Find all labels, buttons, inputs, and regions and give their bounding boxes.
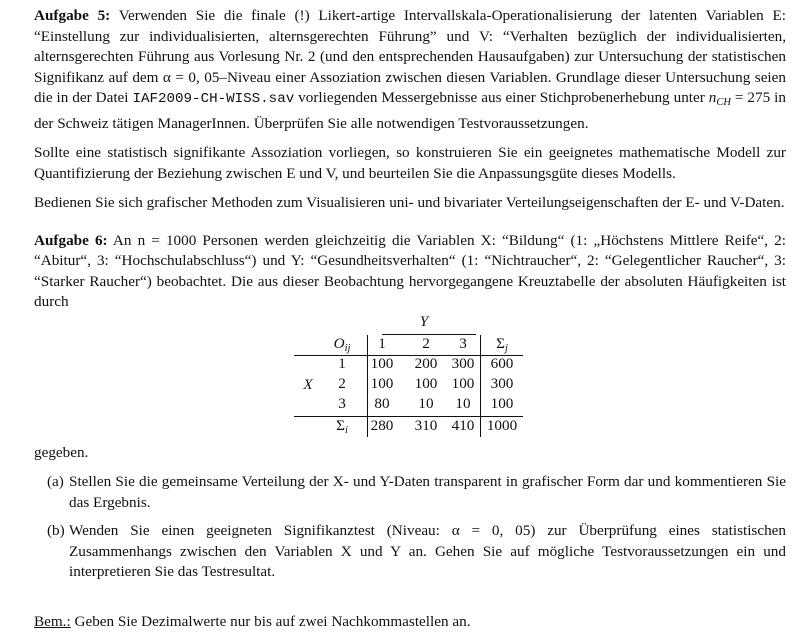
row-sum: 300 (490, 374, 514, 392)
footnote-label: Bem.: (34, 613, 71, 630)
row-label: 3 (338, 394, 346, 412)
n-value: = 275 (730, 89, 771, 106)
footnote (34, 612, 471, 633)
x-variable-label: X (303, 375, 313, 393)
col-header: 2 (422, 334, 430, 352)
row-sum: 100 (490, 394, 514, 412)
table-cell: 80 (374, 394, 390, 412)
sum-row-label: $\Sigma_i$ (336, 416, 348, 436)
task5-paragraph-3: Bedienen Sie sich grafischer Methoden zum Visualisieren uni- und bivariater Verteilungseigenschaften der E- und V-Daten. (34, 194, 785, 211)
gegeben-text: gegeben. (34, 443, 89, 461)
task5-paragraph-1 (34, 6, 786, 134)
subtask-a-text: Stellen Sie die gemeinsame Verteilung der X- und Y-Daten transparent in grafischer Form dar und kommentieren Sie das Ergebnis. (69, 473, 786, 511)
col-sum: 410 (451, 416, 475, 434)
task5-heading: Aufgabe 5: (34, 7, 111, 24)
table-cell: 10 (455, 394, 471, 412)
row-label: 1 (338, 354, 346, 372)
table-cell: 100 (451, 374, 475, 392)
contingency-table (34, 312, 786, 439)
task6-intro-text: An n = 1000 Personen werden gleichzeitig die Variablen X: “Bildung“ (1: „Höchstens Mittlere Reife“, 2: “Abitur“, 3: “Hochschulabschluss“) und Y: “Gesundheitsverhalten“ (1: “Nichtraucher“, 2: “Gelegentlicher Raucher“, 3: “Starker Raucher“) beobachtet. Die aus dieser Beobachtung hervorgegangene Kreuztabelle der absoluten Häufigkeiten ist durch (34, 231, 786, 310)
subtask-a-label: (a) (47, 473, 64, 490)
table-cell: 100 (414, 374, 438, 392)
worksheet-page (34, 6, 786, 591)
sum-col-separator (480, 335, 481, 437)
footnote-text: Geben Sie Dezimalwerte nur bis auf zwei Nachkommastellen an. (70, 613, 471, 630)
grand-total: 1000 (486, 416, 518, 434)
table-corner: $O_{ij}$ (333, 334, 351, 354)
col-sum: 310 (414, 416, 438, 434)
subtask-a (34, 472, 786, 513)
table-cell: 300 (451, 354, 475, 372)
row-sum: 600 (490, 354, 514, 372)
task6-heading: Aufgabe 6: (34, 231, 108, 249)
row-label-separator (367, 335, 368, 437)
n-subscript: CH (716, 97, 731, 108)
task5-text: Verwenden Sie die finale (!) Likert-artige Intervallskala-Operationalisierung der latenten Variablen E: “Einstellung zur individualisierten, alternsgerechten Führung” und V: “Verhalten bezüglich der individualisierten, alternsgerechten Führung aus Vorlesung Nr. 2 (und den entsprechenden Hausaufgaben) zur Untersuchung der statistischen Signifikanz auf dem α = 0, 05–Niveau einer Assoziation zwischen diesen Variablen. Grundlage dieser Untersuchung seien die in der Datei (34, 7, 786, 106)
table-cell: 10 (418, 394, 434, 412)
n-symbol: n (708, 89, 717, 106)
task5-text-after: vorliegenden Messergebnisse aus einer Stichprobenerhebung unter (294, 89, 709, 106)
data-filename: IAF2009-CH-WISS.sav (132, 91, 295, 107)
subtask-b-text: Wenden Sie einen geeigneten Signifikanztest (Niveau: α = 0, 05) zur Überprüfung eines statistischen Zusammenhangs zwischen den Variablen X und Y an. Gehen Sie auf mögliche Testvoraussetzungen ein und interpretieren Sie das Testresultat. (69, 522, 786, 580)
y-variable-label: Y (419, 312, 429, 330)
col-header: 3 (459, 334, 467, 352)
table-cell: 100 (370, 354, 394, 372)
subtask-b-label: (b) (47, 522, 65, 539)
task5-text-end: in der Schweiz tätigen ManagerInnen. Überprüfen Sie alle notwendigen Testvoraussetzungen. (34, 89, 786, 132)
row-label: 2 (338, 374, 346, 392)
task5-paragraph-2: Sollte eine statistisch signifikante Assoziation vorliegen, so konstruieren Sie ein geeignetes mathematische Modell zur Quantifizierung der Beziehung zwischen E und V, und beurteilen Sie die Anpassungsgüte dieses Modells. (34, 144, 786, 182)
col-sum: 280 (370, 416, 394, 434)
sum-col-header: $\Sigma_j$ (496, 334, 508, 354)
task6-intro (34, 231, 786, 313)
col-header: 1 (378, 334, 386, 352)
subtask-b (34, 521, 786, 583)
table-cell: 200 (414, 354, 438, 372)
table-cell: 100 (370, 374, 394, 392)
